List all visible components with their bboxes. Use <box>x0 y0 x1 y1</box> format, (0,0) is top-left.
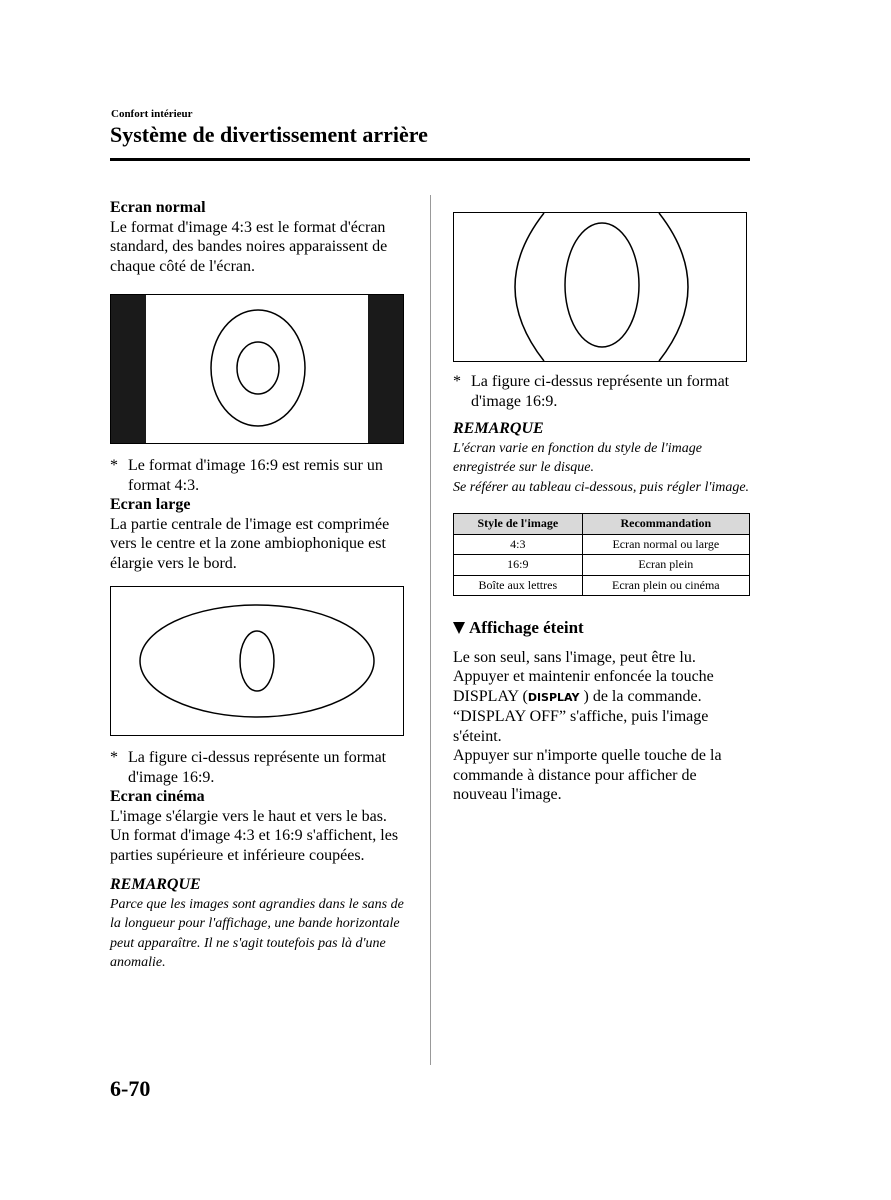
display-key-icon: DISPLAY <box>527 690 580 704</box>
table-cell: 4:3 <box>454 534 583 555</box>
wide-screen-illustration <box>111 587 403 735</box>
cinema-screen-illustration <box>454 213 746 361</box>
asterisk-icon: * <box>110 457 118 474</box>
remark-heading-right: REMARQUE <box>453 420 544 437</box>
right-column <box>453 212 750 805</box>
wide-screen-text: La partie centrale de l'image est comprimée vers le centre et la zone ambiophonique est élargie vers le bord. <box>110 515 390 572</box>
section-label: Confort intérieur <box>111 108 193 120</box>
down-triangle-icon <box>453 622 465 634</box>
normal-screen-heading: Ecran normal <box>110 199 206 216</box>
table-row <box>454 534 750 555</box>
display-off-heading-label: Affichage éteint <box>469 618 584 637</box>
display-off-text-3: “DISPLAY OFF” s'affiche, puis l'image s'éteint. <box>453 708 709 745</box>
normal-screen-note: * Le format d'image 16:9 est remis sur un format 4:3. <box>110 457 383 494</box>
remark-text-right-2: Se référer au tableau ci-dessous, puis régler l'image. <box>453 479 750 495</box>
display-off-heading <box>453 618 750 638</box>
table-cell: Ecran plein <box>582 555 749 576</box>
table-cell: Ecran plein ou cinéma <box>582 575 749 596</box>
table-header-row <box>454 514 750 535</box>
normal-screen-text: Le format d'image 4:3 est le format d'écran standard, des bandes noires apparaissent de chaque côté de l'écran. <box>110 218 388 275</box>
wide-screen-figure <box>110 586 404 736</box>
cinema-screen-note: * La figure ci-dessus représente un format d'image 16:9. <box>453 373 730 410</box>
display-off-text-1: Le son seul, sans l'image, peut être lu. <box>453 648 696 666</box>
column-divider <box>430 195 431 1065</box>
title-rule <box>110 158 750 161</box>
table-header-cell: Recommandation <box>582 514 749 535</box>
display-off-text-4: Appuyer sur n'importe quelle touche de la commande à distance pour afficher de nouveau l'image. <box>453 747 722 803</box>
remark-text-right-1: L'écran varie en fonction du style de l'image enregistrée sur le disque. <box>453 440 702 475</box>
page-title: Système de divertissement arrière <box>110 122 428 147</box>
table-header-cell: Style de l'image <box>454 514 583 535</box>
left-column <box>110 198 410 973</box>
table-cell: 16:9 <box>454 555 583 576</box>
remark-heading-left: REMARQUE <box>110 876 201 893</box>
table-cell: Ecran normal ou large <box>582 534 749 555</box>
cinema-screen-figure <box>453 212 747 362</box>
cinema-screen-text: L'image s'élargie vers le haut et vers le bas. Un format d'image 4:3 et 16:9 s'affichent, les parties supérieure et inférieure coupées. <box>110 807 399 864</box>
display-off-text-2: Appuyer et maintenir enfoncée la touche DISPLAY (DISPLAY ) de la commande. <box>453 668 714 705</box>
remark-text-left: Parce que les images sont agrandies dans le sans de la longueur pour l'affichage, une bande horizontale peut apparaître. Il ne s'agit toutefois pas là d'une anomalie. <box>110 896 404 970</box>
page-number: 6-70 <box>110 1076 151 1101</box>
recommendation-table <box>453 513 750 596</box>
wide-screen-note: * La figure ci-dessus représente un format d'image 16:9. <box>110 749 387 786</box>
normal-screen-figure <box>110 294 404 444</box>
asterisk-icon: * <box>110 749 118 766</box>
normal-screen-illustration <box>111 295 403 443</box>
table-row <box>454 555 750 576</box>
wide-screen-heading: Ecran large <box>110 496 191 513</box>
cinema-screen-heading: Ecran cinéma <box>110 788 205 805</box>
asterisk-icon: * <box>453 373 461 390</box>
table-cell: Boîte aux lettres <box>454 575 583 596</box>
table-row <box>454 575 750 596</box>
